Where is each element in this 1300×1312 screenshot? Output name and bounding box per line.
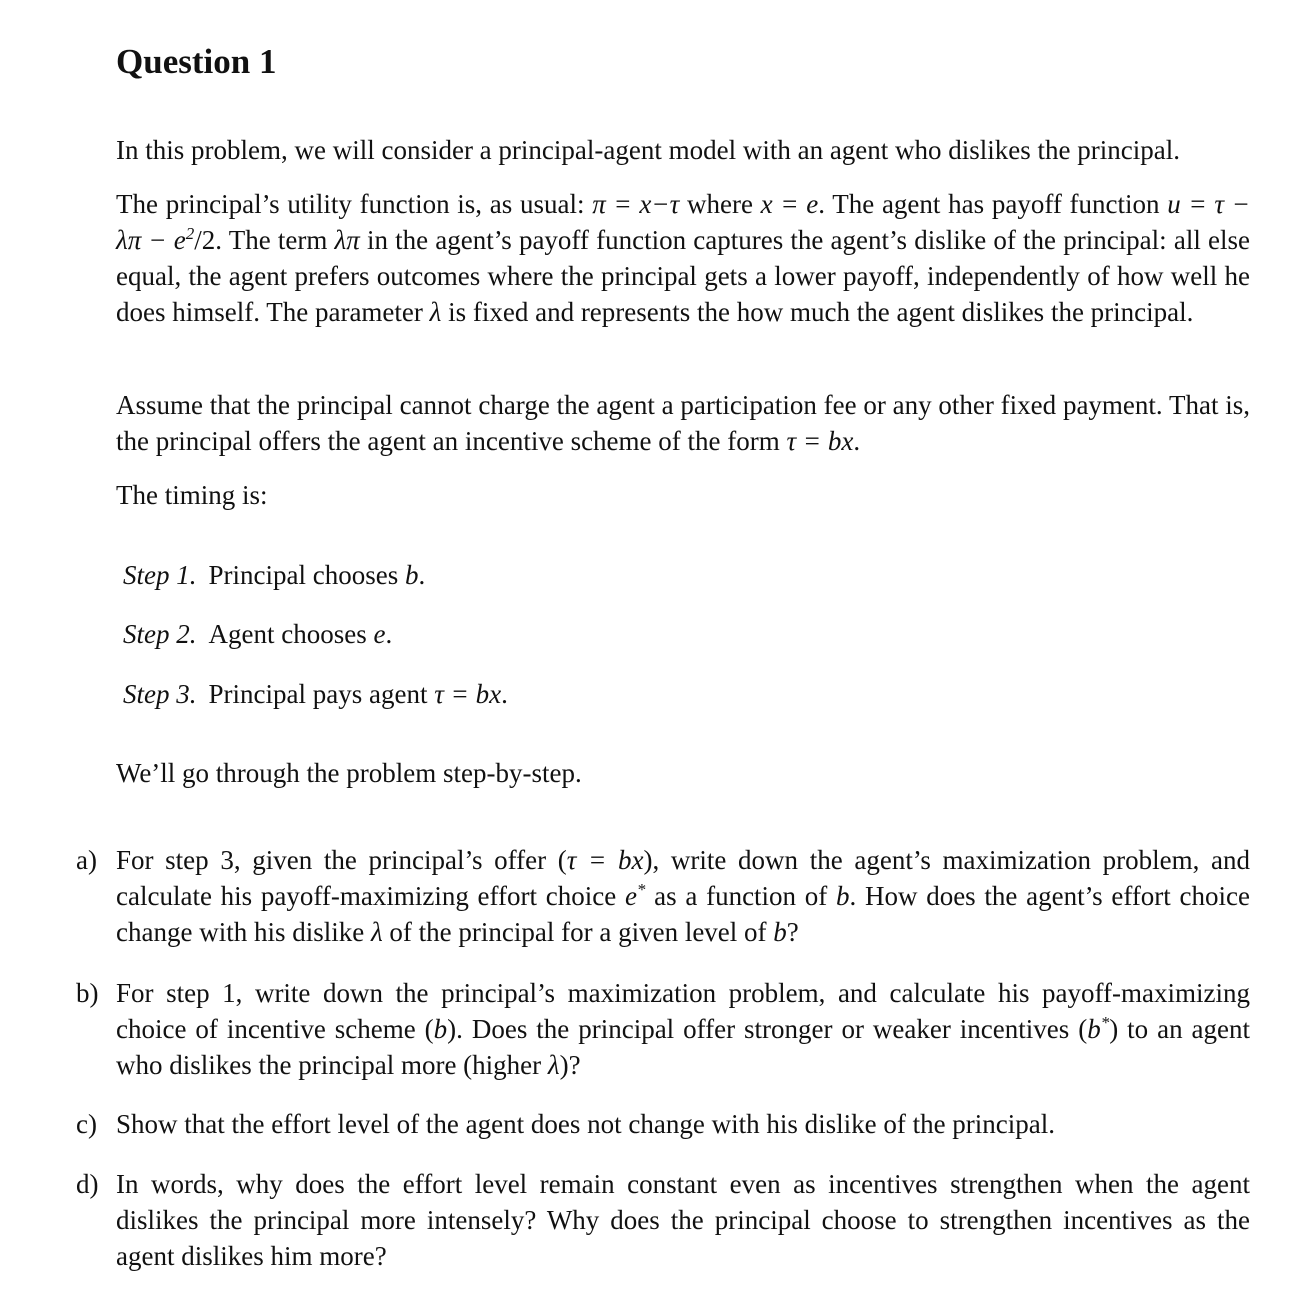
agent-payoff-main: u = τ − λπ − e	[116, 189, 1251, 255]
question-d-text: In words, why does the effort level remain constant even as incentives strengthen when the agent dislikes the principal more intensely? Why does the principal choose to strengthen incentives as the agent dislikes him more?	[116, 1169, 1250, 1271]
intro-paragraph: In this problem, we will consider a principal-agent model with an agent who dislikes the principal.	[116, 135, 1180, 165]
question-d-label: d)	[76, 1169, 99, 1199]
step-3-text: Principal pays agent	[208, 679, 435, 709]
question-a-text	[116, 842, 1250, 950]
agent-payoff-exponent: 2	[185, 224, 195, 243]
question-title: Question 1	[116, 42, 277, 81]
question-a-text-5: of the principal for a given level of	[382, 917, 774, 947]
step-2-text: Agent chooses	[208, 619, 374, 649]
assumption-text-1: Assume that the principal cannot charge the agent a participation fee or any other fixed payment. That is, the principal offers the agent an incentive scheme of the form	[116, 390, 1250, 456]
question-a-lambda-symbol: λ	[370, 917, 383, 947]
assumption-paragraph	[116, 387, 1250, 459]
step-2	[123, 616, 392, 652]
principal-utility-formula: π = x−τ	[592, 189, 680, 219]
question-b-text-2: ). Does the principal offer stronger or weaker incentives (	[447, 1014, 1088, 1044]
question-a-text-1: For step 3, given the principal’s offer (	[116, 845, 567, 875]
question-a-text-6: ?	[786, 917, 799, 947]
utility-paragraph	[116, 186, 1250, 330]
utility-text-6: is fixed and represents the how much the agent dislikes the principal.	[441, 297, 1194, 327]
lambda-symbol: λ	[429, 297, 442, 327]
step-1-text: Principal chooses	[208, 560, 405, 590]
utility-text-1: The principal’s utility function is, as usual:	[116, 189, 593, 219]
step-1-end: .	[418, 560, 426, 590]
step-1	[123, 557, 425, 593]
step-2-math: e	[373, 619, 386, 649]
question-a-text-4: . How does the agent’s effort choice change with his dislike	[116, 881, 1250, 947]
question-b-text	[116, 975, 1250, 1083]
utility-text-3: . The agent has payoff function	[818, 189, 1168, 219]
question-a-offer-formula: τ = bx	[566, 845, 644, 875]
question-b-lambda-symbol: λ	[547, 1050, 560, 1080]
step-1-math: b	[404, 560, 419, 590]
assumption-text-2: .	[853, 426, 861, 456]
question-a-text-2: ), write down the agent’s maximization problem, and calculate his payoff-maximizing effort choice	[116, 845, 1250, 911]
question-a-effort-base: e	[624, 881, 637, 911]
step-3-math: τ = bx	[434, 679, 502, 709]
question-a-label: a)	[76, 845, 97, 875]
utility-text-2: where	[679, 189, 761, 219]
question-a	[76, 842, 1250, 950]
question-a-b-symbol-2: b	[773, 917, 787, 947]
dislike-term: λπ	[334, 225, 360, 255]
step-3-label: Step 3.	[123, 679, 197, 709]
question-b-text-1: For step 1, write down the principal’s maximization problem, and calculate his payoff-maximizing choice of incentive scheme (	[116, 978, 1250, 1044]
incentive-scheme-formula: τ = bx	[786, 426, 854, 456]
question-d	[76, 1166, 1250, 1274]
step-3	[123, 676, 508, 712]
question-b-bstar-base: b	[1087, 1014, 1101, 1044]
question-c	[76, 1106, 1250, 1142]
question-b-text-4: )?	[559, 1050, 581, 1080]
step-1-label: Step 1.	[123, 560, 197, 590]
question-a-effort-star: *	[636, 880, 646, 899]
step-by-step-note: We’ll go through the problem step-by-step.	[116, 758, 582, 788]
utility-text-5: in the agent’s payoff function captures the agent’s dislike of the principal: all else equal, the agent prefers outcomes where the principal gets a lower payoff, independently of how well he does himself. The parameter	[116, 225, 1250, 327]
question-a-effort-symbol	[625, 881, 645, 911]
question-c-text: Show that the effort level of the agent does not change with his dislike of the principal.	[116, 1109, 1056, 1139]
question-a-b-symbol: b	[836, 881, 850, 911]
timing-label: The timing is:	[116, 480, 268, 510]
question-b-text-3: ) to an agent who dislikes the principal more (higher	[116, 1014, 1250, 1080]
utility-text-4: . The term	[215, 225, 335, 255]
step-2-end: .	[385, 619, 393, 649]
question-b	[76, 975, 1250, 1083]
step-2-label: Step 2.	[123, 619, 197, 649]
question-b-b-symbol: b	[433, 1014, 448, 1044]
agent-payoff-divisor: /2	[194, 225, 216, 255]
question-c-label: c)	[76, 1109, 97, 1139]
question-b-bstar-symbol	[1087, 1014, 1109, 1044]
question-b-label: b)	[76, 978, 99, 1008]
question-b-bstar-star: *	[1100, 1013, 1110, 1032]
output-formula: x = e	[760, 189, 819, 219]
step-3-end: .	[501, 679, 508, 709]
question-a-text-3: as a function of	[645, 881, 836, 911]
